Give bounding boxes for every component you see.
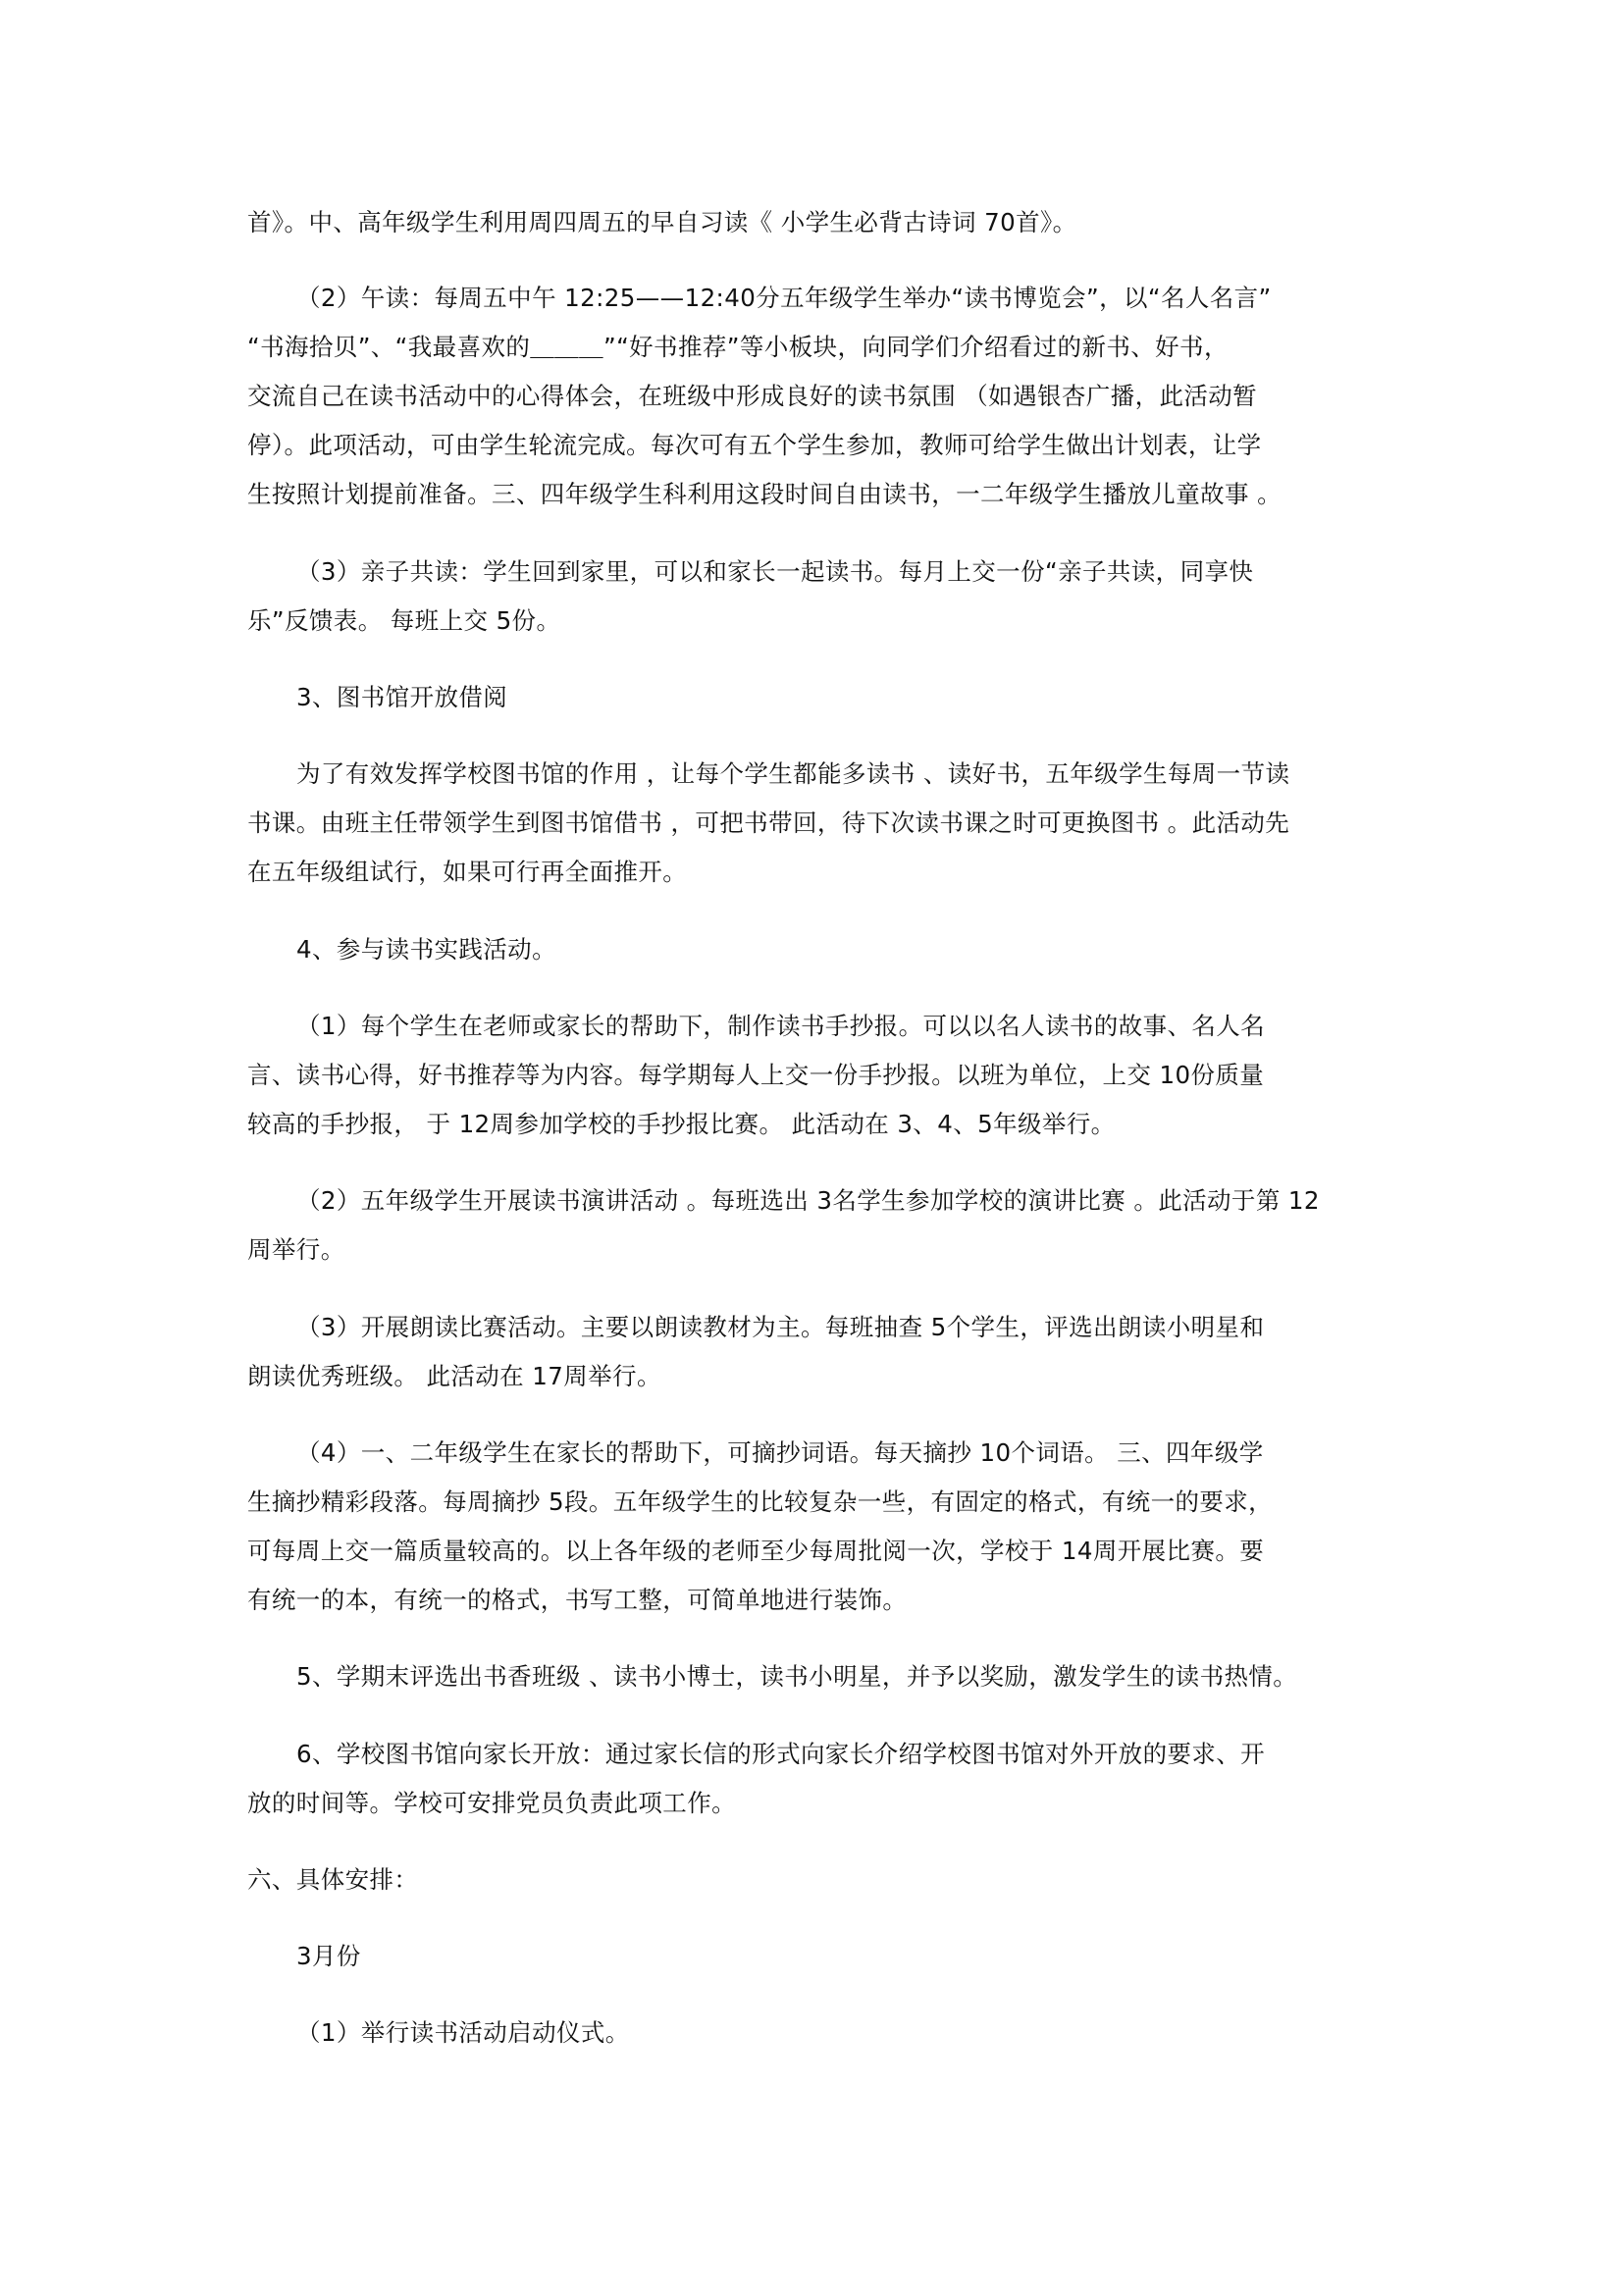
text-line: 为了有效发挥学校图书馆的作用 ，让每个学生都能多读书 、读好书，五年级学生每周一节读 <box>296 759 1290 788</box>
section-heading: 六、具体安排： <box>247 1865 419 1894</box>
text-line: 停）。此项活动，可由学生轮流完成。每次可有五个学生参加，教师可给学生做出计划表，让学 <box>247 431 1262 459</box>
text-line: 放的时间等。学校可安排党员负责此项工作。 <box>247 1789 736 1817</box>
text-line: 书课。由班主任带领学生到图书馆借书 ，可把书带回，待下次读书课之时可更换图书 。此活动先 <box>247 809 1290 837</box>
section-heading: 3、图书馆开放借阅 <box>296 683 508 711</box>
text-line: （1）每个学生在老师或家长的帮助下，制作读书手抄报。可以以名人读书的故事、名人名 <box>296 1012 1266 1040</box>
subsection-heading: 3月份 <box>296 1942 361 1970</box>
text-line: 首》。中、高年级学生利用周四周五的早自习读《 小学生必背古诗词 70首》。 <box>247 208 1077 236</box>
text-line: 在五年级组试行，如果可行再全面推开。 <box>247 858 688 886</box>
text-line: （2）午读：每周五中午 12:25——12:40分五年级学生举办“读书博览会”，以“名人名言” <box>296 284 1272 312</box>
text-line: 可每周上交一篇质量较高的。以上各年级的老师至少每周批阅一次，学校于 14周开展比赛。要 <box>247 1537 1265 1565</box>
text-line: 乐”反馈表。 每班上交 5份。 <box>247 606 561 635</box>
text-line: 生按照计划提前准备。三、四年级学生科利用这段时间自由读书，一二年级学生播放儿童故事 。 <box>247 480 1282 508</box>
text-line: （2）五年级学生开展读书演讲活动 。每班选出 3名学生参加学校的演讲比赛 。此活动于第 12 <box>296 1186 1320 1215</box>
text-line: （3）开展朗读比赛活动。主要以朗读教材为主。每班抽查 5个学生，评选出朗读小明星和 <box>296 1313 1265 1341</box>
text-line: （3）亲子共读：学生回到家里，可以和家长一起读书。每月上交一份“亲子共读，同享快 <box>296 557 1254 586</box>
section-heading: 4、参与读书实践活动。 <box>296 935 556 964</box>
text-line: （1）举行读书活动启动仪式。 <box>296 2018 630 2047</box>
text-line: 言、读书心得，好书推荐等为内容。每学期每人上交一份手抄报。以班为单位，上交 10份质量 <box>247 1061 1265 1089</box>
text-line: （4）一、二年级学生在家长的帮助下，可摘抄词语。每天摘抄 10个词语。 三、四年级学 <box>296 1438 1264 1467</box>
text-line: 较高的手抄报， 于 12周参加学校的手抄报比赛。 此活动在 3、4、5年级举行。 <box>247 1110 1116 1138</box>
text-line: 朗读优秀班级。 此活动在 17周举行。 <box>247 1362 661 1390</box>
text-line: 周举行。 <box>247 1235 345 1264</box>
text-line: “书海拾贝”、“我最喜欢的＿＿＿”“好书推荐”等小板块，向同学们介绍看过的新书、好书， <box>247 333 1229 361</box>
text-line: 6、学校图书馆向家长开放：通过家长信的形式向家长介绍学校图书馆对外开放的要求、开 <box>296 1740 1266 1768</box>
text-line: 交流自己在读书活动中的心得体会，在班级中形成良好的读书氛围 （如遇银杏广播，此活动暂 <box>247 382 1258 410</box>
text-line: 有统一的本，有统一的格式，书写工整，可简单地进行装饰。 <box>247 1586 908 1614</box>
text-line: 5、学期末评选出书香班级 、读书小博士，读书小明星，并予以奖励，激发学生的读书热情。 <box>296 1662 1298 1691</box>
text-line: 生摘抄精彩段落。每周摘抄 5段。五年级学生的比较复杂一些，有固定的格式，有统一的要求， <box>247 1487 1274 1516</box>
